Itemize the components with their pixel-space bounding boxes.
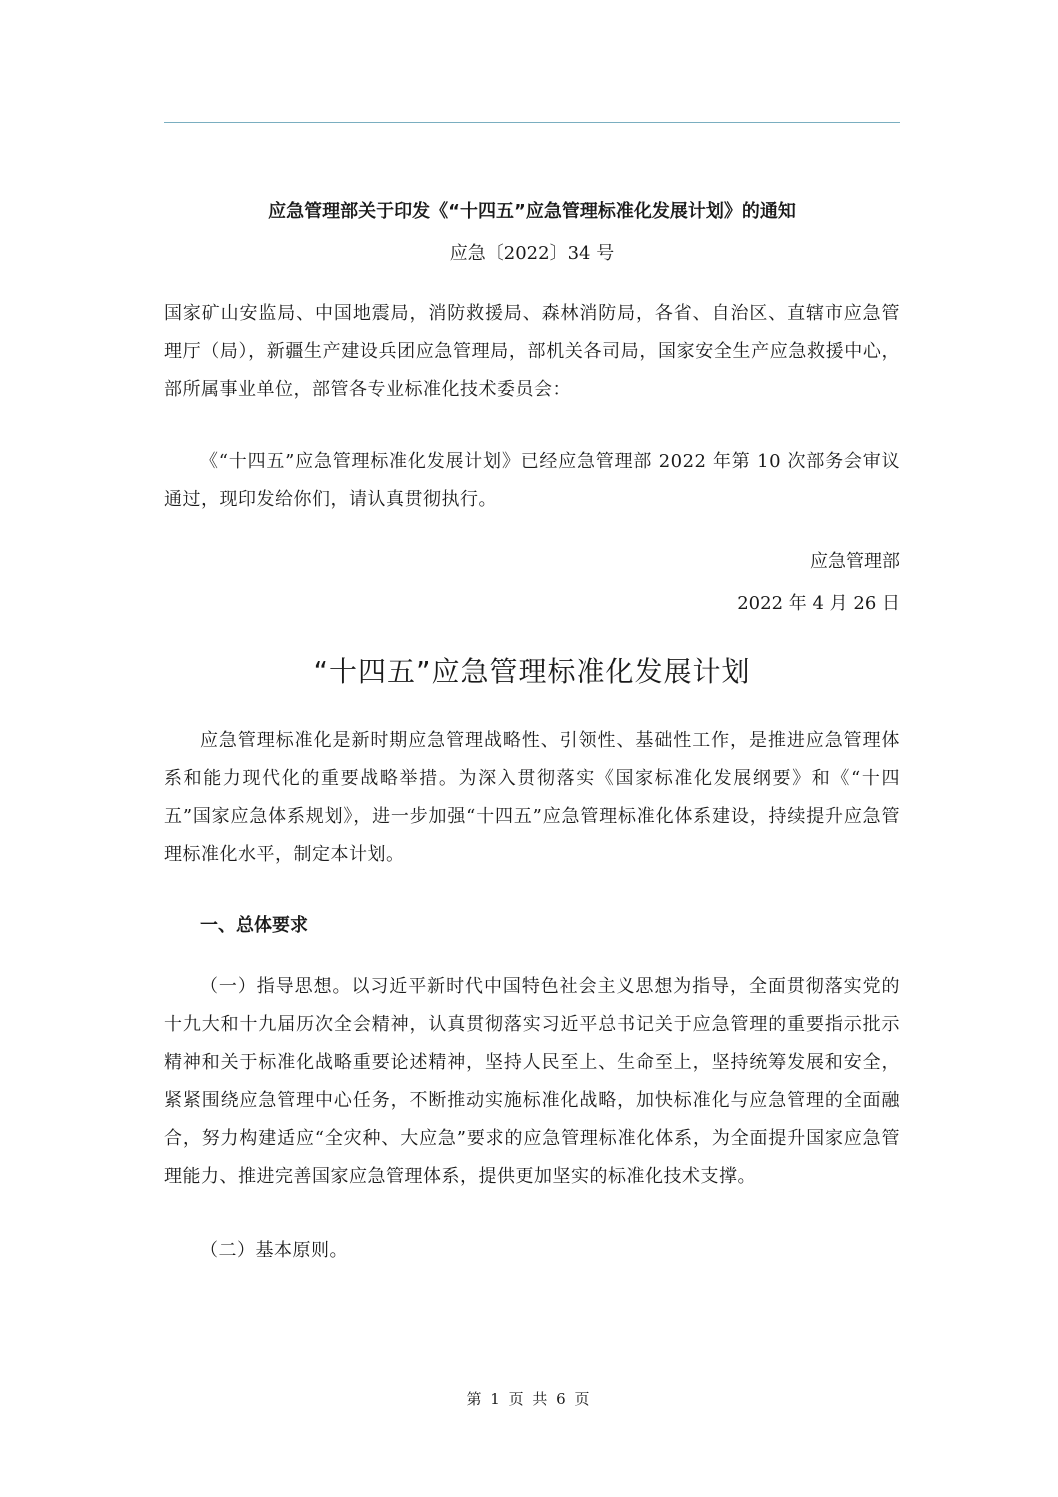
page-number-footer: 第 1 页 共 6 页 [466, 1390, 592, 1408]
guiding-thought-paragraph: （一）指导思想。以习近平新时代中国特色社会主义思想为指导，全面贯彻落实党的十九大和十九届历次全会精神，认真贯彻落实习近平总书记关于应急管理的重要指示批示精神和关于标准化战略重要论述精神，坚持人民至上、生命至上，坚持统筹发展和安全，紧紧围绕应急管理中心任务，不断推动实施标准化战略，加快标准化与应急管理的全面融合，努力构建适应“全灾种、大应急”要求的应急管理标准化体系，为全面提升国家应急管理能力、推进完善国家应急管理体系，提供更加坚实的标准化技术支撑。 [164, 976, 900, 1187]
basic-principles-paragraph: （二）基本原则。 [200, 1240, 348, 1261]
document-number: 应急〔2022〕34 号 [449, 243, 615, 264]
plan-title: “十四五”应急管理标准化发展计划 [313, 655, 751, 688]
header-rule [164, 122, 900, 123]
issue-date: 2022 年 4 月 26 日 [737, 593, 900, 614]
notice-body-paragraph: 《“十四五”应急管理标准化发展计划》已经应急管理部 2022 年第 10 次部务会审议通过，现印发给你们，请认真贯彻执行。 [164, 451, 900, 510]
recipients-paragraph: 国家矿山安监局、中国地震局，消防救援局、森林消防局，各省、自治区、直辖市应急管理厅（局），新疆生产建设兵团应急管理局，部机关各司局，国家安全生产应急救援中心，部所属事业单位，部管各专业标准化技术委员会： [164, 303, 900, 400]
issuer-signature: 应急管理部 [810, 551, 900, 572]
notice-title: 应急管理部关于印发《“十四五”应急管理标准化发展计划》的通知 [268, 201, 796, 222]
section-heading-general-requirements: 一、总体要求 [200, 915, 308, 936]
plan-intro-paragraph: 应急管理标准化是新时期应急管理战略性、引领性、基础性工作，是推进应急管理体系和能力现代化的重要战略举措。为深入贯彻落实《国家标准化发展纲要》和《“十四五”国家应急体系规划》，进一步加强“十四五”应急管理标准化体系建设，持续提升应急管理标准化水平，制定本计划。 [164, 730, 900, 865]
